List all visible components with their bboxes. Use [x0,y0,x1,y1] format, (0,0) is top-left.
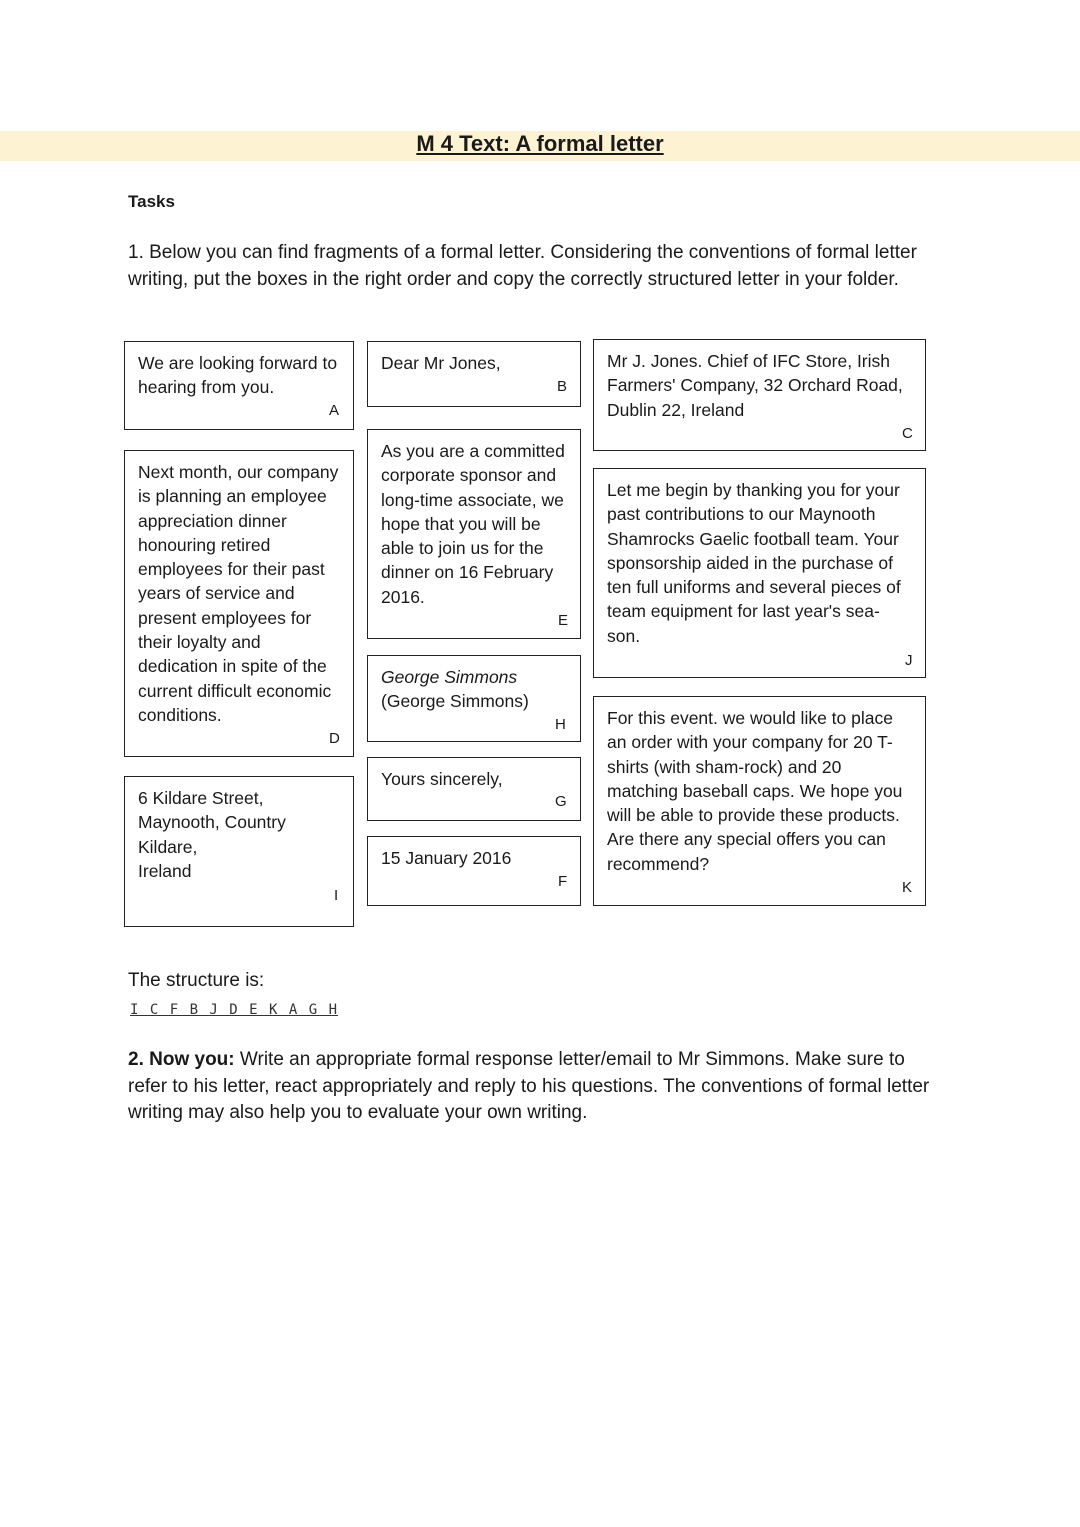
fragment-text: Mr J. Jones. Chief of IFC Store, Irish Farmers' Company, 32 Orchard Road, Dublin 22, Ireland [607,351,903,420]
tasks-heading: Tasks [128,192,175,211]
fragment-box-c [593,339,926,451]
signature-name: George Simmons [381,667,518,687]
fragment-text: 6 Kildare Street, Maynooth, Country Kildare, Ireland [138,788,286,881]
fragment-letter: J [905,652,913,669]
fragment-box-h [367,655,581,742]
fragment-box-f [367,836,581,906]
fragment-letter: G [555,793,567,810]
fragment-text: Yours sincerely, [381,769,503,789]
fragment-letter: I [334,887,339,904]
fragment-box-d [124,450,354,757]
fragment-box-j [593,468,926,678]
fragment-box-e [367,429,581,639]
task-2-text: Write an appropriate formal response letter/email to Mr Simmons. Make sure to refer to his letter, react appropriately and reply to his questions. The conventions of formal letter writing may also help you to evaluate your own writing. [128,1049,930,1123]
fragment-box-k [593,696,926,906]
fragment-text: Next month, our company is planning an employee appreciation dinner honouring retired employees for their past years of service and present employees for their loyalty and dedication in spite of the current difficult economic conditions. [138,462,339,725]
structure-label: The structure is: [128,970,265,991]
fragment-box-b [367,341,581,407]
fragment-letter: A [329,402,340,419]
fragment-letter: D [329,730,340,747]
fragment-text: As you are a committed corporate sponsor and long-time associate, we hope that you will be able to join us for the dinner on 16 February 2016. [381,441,565,607]
fragment-text: (George Simmons) [381,691,529,712]
fragment-letter: K [902,879,913,896]
fragment-text: 15 January 2016 [381,848,512,868]
fragment-text: For this event. we would like to place an order with your company for 20 T-shirts (with sham-rock) and 20 matching baseball caps. We hope you will be able to provide these products. Are there any special offers you can recommend? [607,708,903,874]
task-2-prefix: 2. Now you: [128,1049,235,1070]
task-2-instructions [128,1047,948,1127]
task-1-instructions: 1. Below you can find fragments of a formal letter. Considering the conventions of formal letter writing, put the boxes in the right order and copy the correctly structured letter in your folder. [128,242,917,290]
fragment-box-a [124,341,354,430]
structure-answer: I C F B J D E K A G H [130,1002,339,1018]
fragment-letter: H [555,716,566,733]
fragment-text: Dear Mr Jones, [381,353,501,373]
fragment-letter: E [558,612,569,629]
fragment-letter: F [558,873,568,890]
fragment-letter: C [902,425,913,442]
fragment-letter: B [557,378,568,395]
fragment-text: We are looking forward to hearing from you. [138,353,338,398]
page-title: M 4 Text: A formal letter [416,131,664,156]
fragment-text: Let me begin by thanking you for your past contributions to our Maynooth Shamrocks Gaelic football team. Your sponsorship aided in the purchase of ten full uniforms and several pieces of team equipment for last year's sea-son. [607,480,901,646]
fragment-box-g [367,757,581,821]
fragment-box-i [124,776,354,927]
